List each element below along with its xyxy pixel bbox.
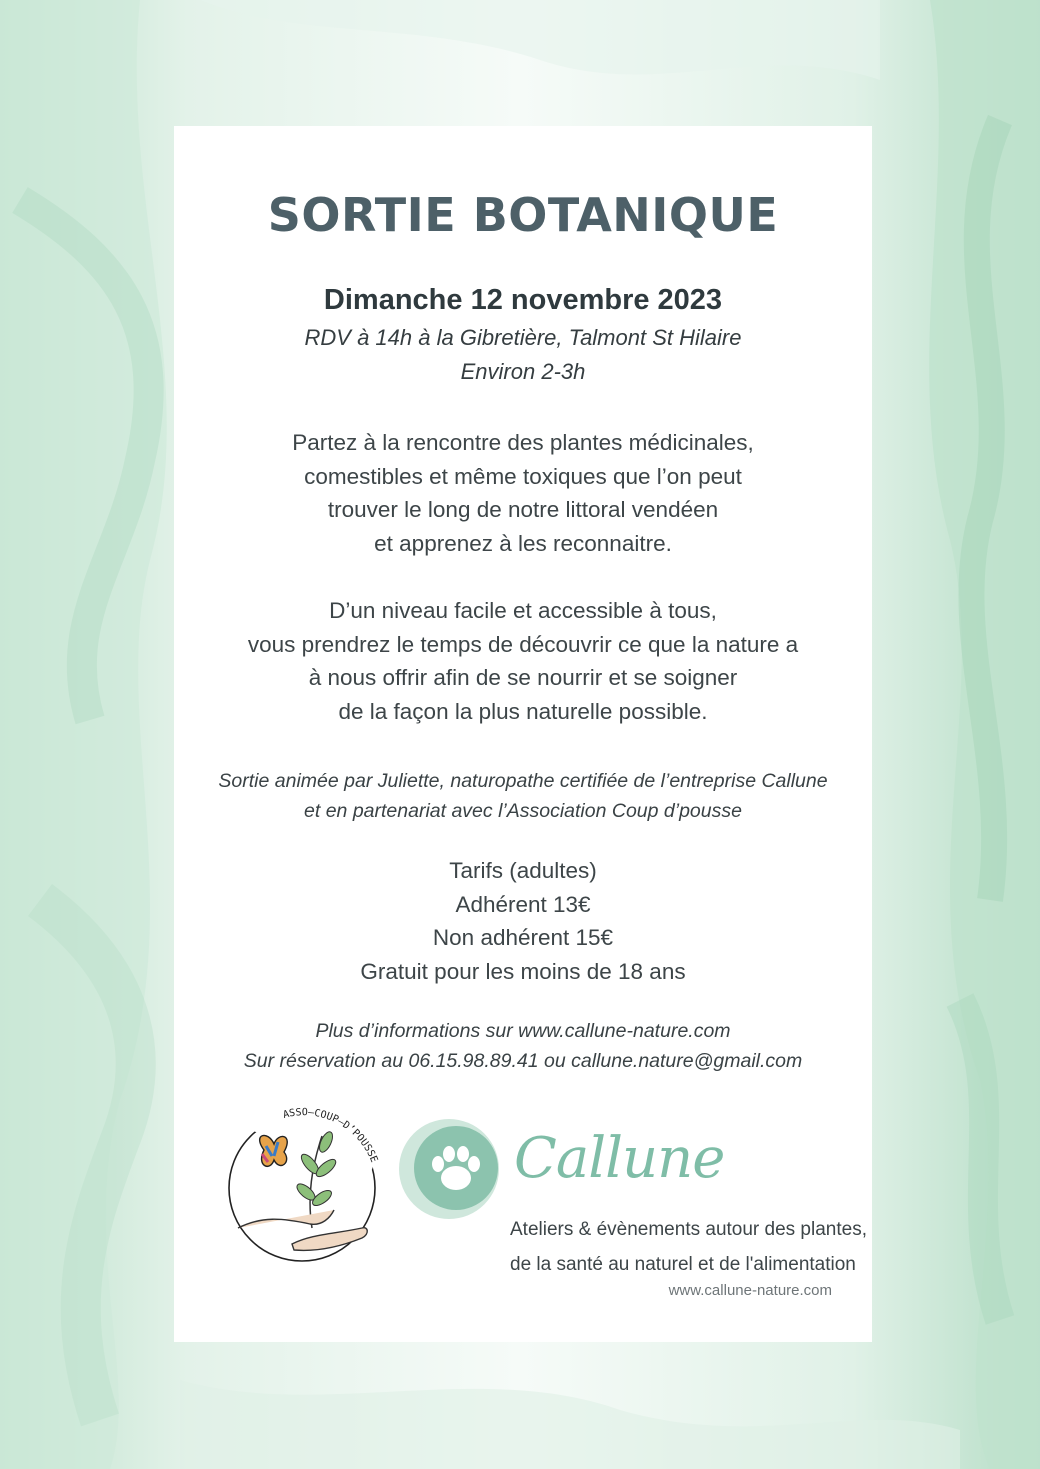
event-location: RDV à 14h à la Gibretière, Talmont St Hilaire	[304, 325, 742, 350]
price-non-member: Non adhérent 15€	[432, 925, 614, 951]
intro-line: et apprenez à les reconnaitre.	[374, 530, 672, 556]
intro-paragraph	[174, 426, 872, 560]
pricing-block	[174, 854, 872, 988]
callune-tagline	[510, 1212, 867, 1282]
host-paragraph	[174, 766, 872, 826]
intro-line: comestibles et même toxiques que l’on peut	[304, 463, 742, 489]
poster-title: SORTIE BOTANIQUE	[267, 188, 779, 242]
event-date: Dimanche 12 novembre 2023	[323, 284, 723, 316]
poster-card	[174, 126, 872, 1342]
level-line: D’un niveau facile et accessible à tous,	[329, 598, 717, 623]
level-line: de la façon la plus naturelle possible.	[338, 698, 708, 724]
callune-brand-name: Callune	[514, 1126, 725, 1191]
level-line: vous prendrez le temps de découvrir ce que la nature a	[247, 631, 799, 657]
paw-print-icon	[398, 1116, 504, 1222]
intro-line: trouver le long de notre littoral vendéen	[327, 497, 719, 523]
host-line: Sortie animée par Juliette, naturopathe certifiée de l’entreprise Callune	[218, 770, 828, 792]
callune-website: www.callune-nature.com	[668, 1282, 832, 1299]
tagline-line: de la santé au naturel et de l'alimentation	[510, 1254, 856, 1275]
contact-line: Plus d’informations sur www.callune-nature.com	[315, 1020, 731, 1042]
asso-logo-text: ASSO—COUP—D’POUSSE	[281, 1107, 380, 1165]
tagline-line: Ateliers & évènements autour des plantes,	[510, 1219, 867, 1240]
level-line: à nous offrir afin de se nourrir et se soigner	[308, 665, 738, 691]
level-paragraph	[174, 594, 872, 728]
event-duration: Environ 2-3h	[460, 359, 586, 384]
host-line: et en partenariat avec l’Association Coup d’pousse	[304, 800, 742, 822]
butterfly-hands-plant-icon	[222, 1106, 384, 1266]
price-member: Adhérent 13€	[455, 891, 591, 917]
contact-block	[174, 1016, 872, 1076]
intro-line: Partez à la rencontre des plantes médicinales,	[292, 430, 754, 455]
pricing-heading: Tarifs (adultes)	[449, 858, 597, 883]
contact-line: Sur réservation au 06.15.98.89.41 ou callune.nature@gmail.com	[243, 1050, 803, 1072]
price-free: Gratuit pour les moins de 18 ans	[360, 958, 686, 984]
